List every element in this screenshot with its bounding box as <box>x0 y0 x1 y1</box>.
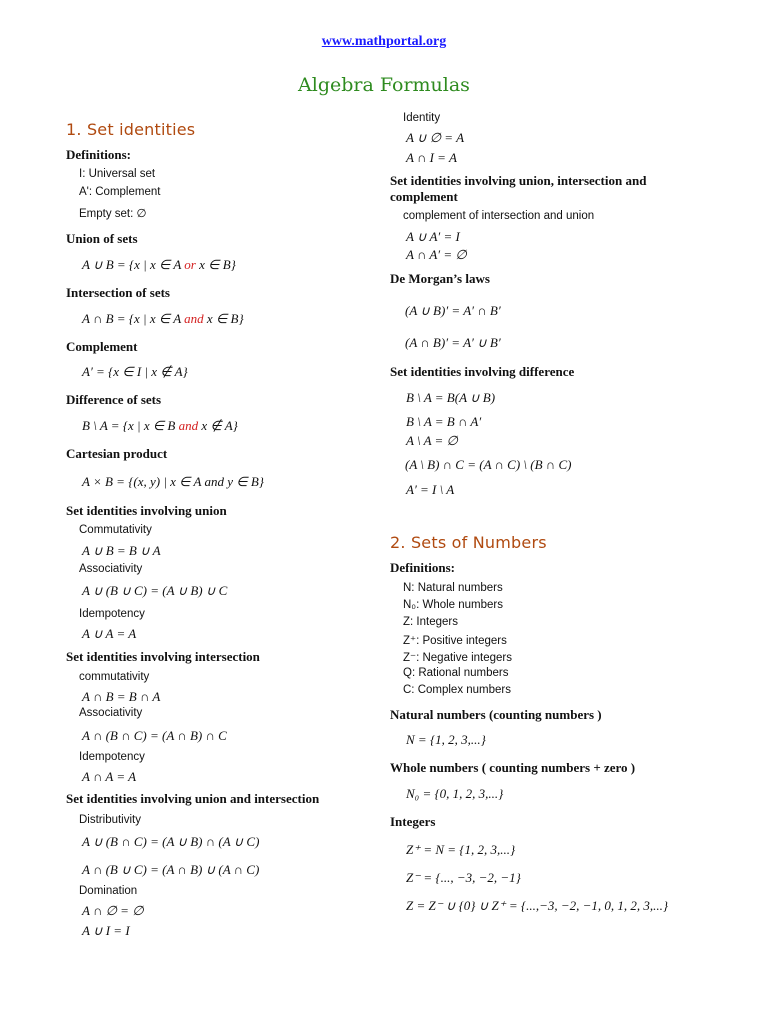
union-intersection-heading: Set identities involving union and intersection <box>66 791 320 806</box>
number-definition-item: Z: Integers <box>403 616 458 628</box>
complement-heading: Complement <box>66 339 138 354</box>
identity-formula: A ∩ I = A <box>406 150 457 165</box>
number-definitions-heading: Definitions: <box>390 560 455 575</box>
uic-subheading: complement of intersection and union <box>403 210 595 222</box>
difference-identity-formula: A \ A = ∅ <box>406 433 458 448</box>
intersection-formula <box>82 311 244 327</box>
integers-heading: Integers <box>390 814 436 829</box>
associativity-formula: A ∩ (B ∩ C) = (A ∩ B) ∩ C <box>82 728 227 743</box>
complement-identity-formula: A ∩ A′ = ∅ <box>406 247 467 262</box>
idempotency-formula: A ∩ A = A <box>82 769 137 784</box>
identity-label: Identity <box>403 112 441 124</box>
number-definition-item: C: Complex numbers <box>403 684 512 696</box>
difference-identities-heading: Set identities involving difference <box>390 364 575 379</box>
integers-formula: Z⁺ = N = {1, 2, 3,...} <box>406 842 516 857</box>
de-morgan-formula: (A ∪ B)′ = A′ ∩ B′ <box>405 303 501 318</box>
associativity-label: Associativity <box>79 563 143 575</box>
associativity-formula: A ∪ (B ∪ C) = (A ∪ B) ∪ C <box>82 583 228 598</box>
formula-operator: or <box>184 257 196 272</box>
number-definition-item: N₀: Whole numbers <box>403 599 504 611</box>
formula-part: x ∈ B} <box>203 311 244 326</box>
union-heading: Union of sets <box>66 231 138 246</box>
definition-item: A': Complement <box>79 186 161 198</box>
idempotency-label: Idempotency <box>79 608 145 620</box>
number-definition-item: N: Natural numbers <box>403 582 503 594</box>
uic-heading: Set identities involving union, intersection and <box>390 173 647 188</box>
formula-part: A ∩ B = {x | x ∈ A <box>82 311 185 326</box>
distributivity-formula: A ∩ (B ∪ C) = (A ∩ B) ∪ (A ∩ C) <box>82 862 260 877</box>
domination-formula: A ∩ ∅ = ∅ <box>82 903 144 918</box>
complement-formula: A′ = {x ∈ I | x ∉ A} <box>82 364 188 379</box>
associativity-label: Associativity <box>79 707 143 719</box>
natural-numbers-formula: N = {1, 2, 3,...} <box>406 732 486 747</box>
website-link[interactable]: www.mathportal.org <box>321 34 447 49</box>
integers-formula: Z⁻ = {..., −3, −2, −1} <box>406 870 521 885</box>
formula-part: x ∈ B} <box>195 257 236 272</box>
section-title-set-identities: 1. Set identities <box>66 120 196 139</box>
commutativity-formula: A ∪ B = B ∪ A <box>82 543 161 558</box>
commutativity-label: Commutativity <box>79 524 152 536</box>
idempotency-formula: A ∪ A = A <box>82 626 137 641</box>
formula-part: A ∪ B = {x | x ∈ A <box>82 257 185 272</box>
number-definition-item: Z⁺: Positive integers <box>403 635 507 647</box>
union-formula <box>82 257 236 273</box>
intersection-heading: Intersection of sets <box>66 285 170 300</box>
definitions-heading: Definitions: <box>66 147 131 162</box>
whole-numbers-formula: N₀ = {0, 1, 2, 3,...} <box>406 786 504 801</box>
de-morgan-heading: De Morgan’s laws <box>390 271 490 286</box>
commutativity-formula: A ∩ B = B ∩ A <box>82 689 161 704</box>
difference-heading: Difference of sets <box>66 392 162 407</box>
distributivity-formula: A ∪ (B ∩ C) = (A ∪ B) ∩ (A ∪ C) <box>82 834 260 849</box>
difference-identity-formula: A′ = I \ A <box>406 482 455 497</box>
page-title: Algebra Formulas <box>298 74 470 96</box>
domination-label: Domination <box>79 885 138 897</box>
formula-part: B \ A = {x | x ∈ B <box>82 418 179 433</box>
commutativity-label: commutativity <box>79 671 150 683</box>
difference-identity-formula: (A \ B) ∩ C = (A ∩ C) \ (B ∩ C) <box>405 457 572 472</box>
definition-item: Empty set: ∅ <box>79 208 147 220</box>
difference-identity-formula: B \ A = B(A ∪ B) <box>406 390 496 405</box>
number-definition-item: Z⁻: Negative integers <box>403 652 512 664</box>
cartesian-formula: A × B = {(x, y) | x ∈ A and y ∈ B} <box>82 474 264 489</box>
integers-formula: Z = Z⁻ ∪ {0} ∪ Z⁺ = {...,−3, −2, −1, 0, 1, 2, 3,...} <box>406 898 669 913</box>
cartesian-heading: Cartesian product <box>66 446 168 461</box>
identity-formula: A ∪ ∅ = A <box>406 130 465 145</box>
number-definition-item: Q: Rational numbers <box>403 667 509 679</box>
natural-numbers-heading: Natural numbers (counting numbers ) <box>390 707 602 722</box>
union-identities-heading: Set identities involving union <box>66 503 227 518</box>
idempotency-label: Idempotency <box>79 751 145 763</box>
intersection-identities-heading: Set identities involving intersection <box>66 649 260 664</box>
definition-item: I: Universal set <box>79 168 156 180</box>
distributivity-label: Distributivity <box>79 814 141 826</box>
formula-part: x ∉ A} <box>198 418 238 433</box>
formula-operator: and <box>178 418 199 433</box>
whole-numbers-heading: Whole numbers ( counting numbers + zero ) <box>390 760 636 775</box>
difference-identity-formula: B \ A = B ∩ A′ <box>406 414 482 429</box>
uic-heading-continued: complement <box>390 189 458 204</box>
section-title-sets-of-numbers: 2. Sets of Numbers <box>390 533 547 552</box>
de-morgan-formula: (A ∩ B)′ = A′ ∪ B′ <box>405 335 501 350</box>
domination-formula: A ∪ I = I <box>82 923 130 938</box>
complement-identity-formula: A ∪ A′ = I <box>406 229 460 244</box>
formula-operator: and <box>184 311 204 326</box>
difference-formula <box>82 418 238 434</box>
